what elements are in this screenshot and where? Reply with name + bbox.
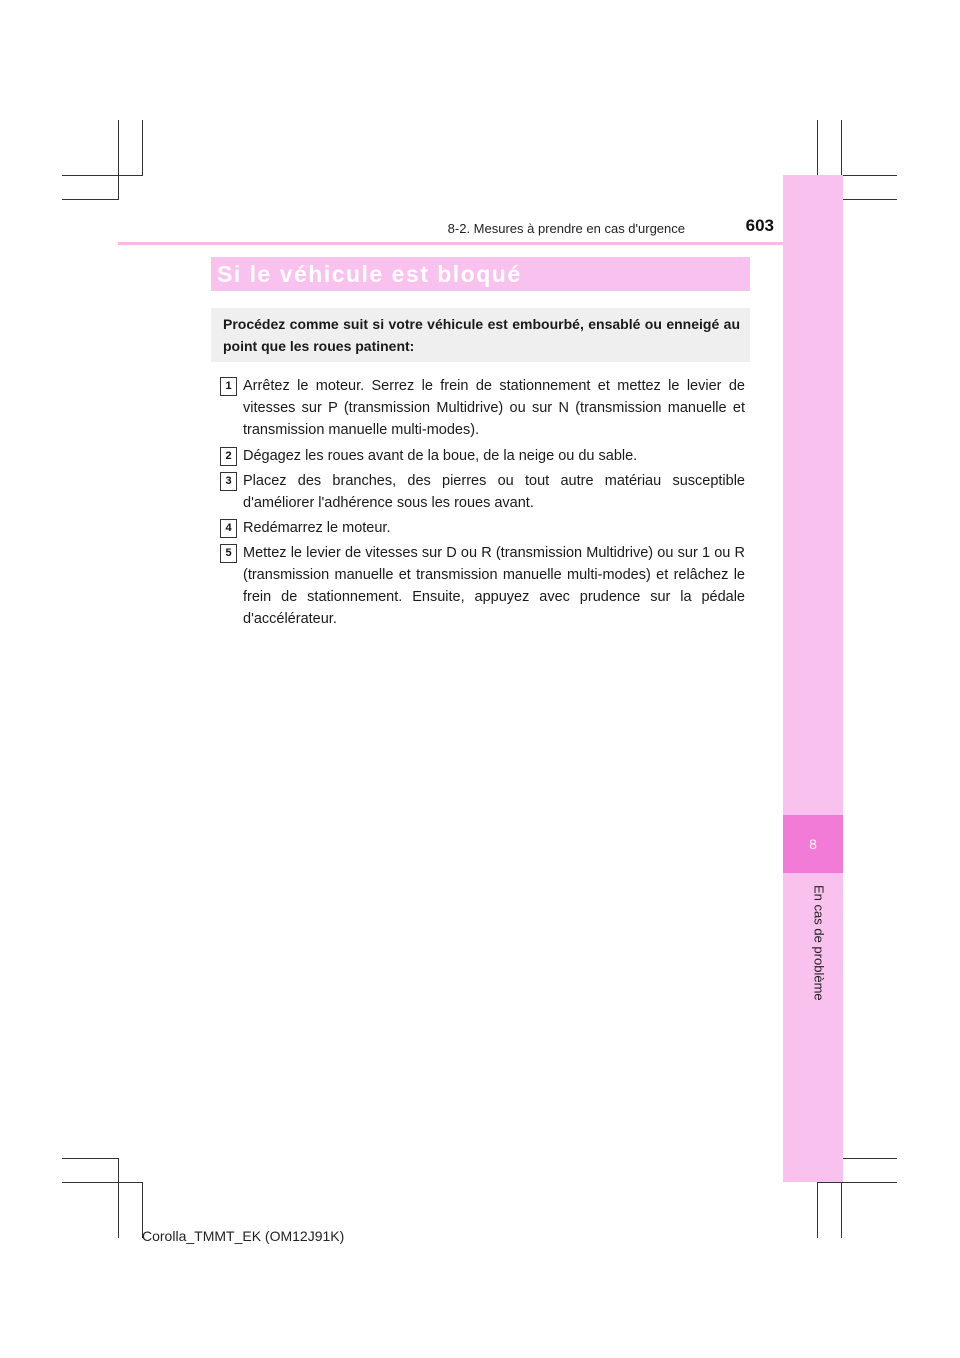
step-text-2: Dégagez les roues avant de la boue, de la neige ou du sable. — [243, 448, 638, 464]
crop-mark — [817, 1182, 818, 1238]
crop-mark — [62, 1158, 118, 1159]
crop-mark — [62, 175, 142, 176]
crop-mark — [62, 199, 118, 200]
step-text-1: Arrêtez le moteur. Serrez le frein de stationnement et mettez le levier de vitesses sur P (transmission Multidrive) ou sur N (transmission manuelle et transmission manuelle multi-modes). — [243, 378, 745, 438]
chapter-label-text: En cas de problème — [811, 885, 827, 1001]
page-number: 603 — [745, 216, 774, 235]
crop-mark — [118, 120, 119, 200]
crop-mark — [62, 1182, 142, 1183]
step-number-1: 1 — [220, 377, 237, 396]
chapter-label — [783, 885, 843, 1045]
section-heading: 8-2. Mesures à prendre en cas d'urgence — [447, 221, 685, 236]
intro-text: Procédez comme suit si votre véhicule est embourbé, ensablé ou enneigé au point que les roues patinent: — [223, 316, 740, 354]
step-number-3: 3 — [220, 472, 237, 491]
crop-mark — [841, 1158, 897, 1159]
footer-document-id: Corolla_TMMT_EK (OM12J91K) — [142, 1228, 345, 1244]
step-number-5: 5 — [220, 544, 237, 563]
intro-box — [211, 308, 750, 362]
step-text-3: Placez des branches, des pierres ou tout autre matériau susceptible d'améliorer l'adhérence sous les roues avant. — [243, 473, 745, 511]
step-number-2: 2 — [220, 447, 237, 466]
header-divider — [118, 242, 783, 245]
crop-mark — [841, 120, 842, 176]
crop-mark — [817, 1182, 897, 1183]
page-title-bar — [211, 257, 750, 291]
crop-mark — [142, 120, 143, 176]
step-text-5: Mettez le levier de vitesses sur D ou R (transmission Multidrive) ou sur 1 ou R (transmission manuelle et transmission manuelle multi-modes) et relâchez le frein de stationnement. Ensuite, appuyez avec prudence sur la pédale d'accélérateur. — [243, 545, 745, 627]
chapter-number: 8 — [783, 815, 843, 873]
crop-mark — [841, 175, 897, 176]
crop-mark — [118, 1158, 119, 1238]
step-number-4: 4 — [220, 519, 237, 538]
page-title: Si le véhicule est bloqué — [217, 261, 522, 287]
step-text-4: Redémarrez le moteur. — [243, 520, 391, 536]
